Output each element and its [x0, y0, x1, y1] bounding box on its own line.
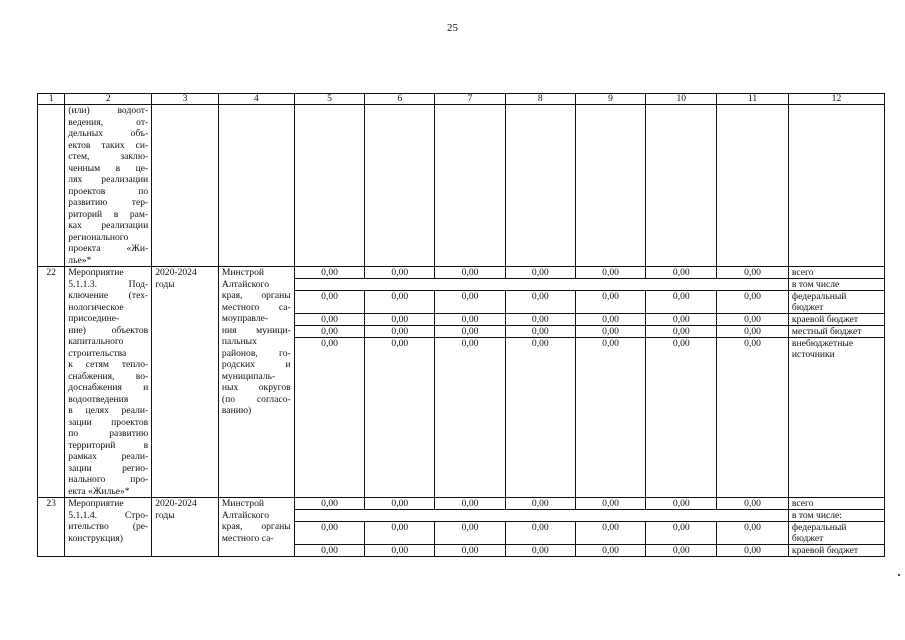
- amount-cell: 0,00: [435, 267, 506, 279]
- column-header: 2: [65, 94, 152, 105]
- text-line: ния муници-: [221, 324, 291, 336]
- amount-cell: 0,00: [435, 291, 506, 314]
- amount-cell: 0,00: [575, 326, 646, 338]
- column-header: 6: [365, 94, 435, 105]
- row-number-cell: [38, 105, 65, 267]
- amount-cell: 0,00: [294, 267, 365, 279]
- text-line: проекта «Жи-: [68, 243, 149, 254]
- empty-cell: [218, 105, 294, 267]
- column-header: 7: [435, 94, 506, 105]
- text-line: лье»*: [68, 254, 92, 266]
- text-line: федеральный: [791, 522, 847, 533]
- text-line: краевой бюджет: [791, 545, 859, 556]
- amount-cell: 0,00: [717, 267, 789, 279]
- amount-cell: 0,00: [294, 545, 365, 557]
- text-line: 5.1.1.3. Под-: [68, 278, 149, 290]
- text-line: всего: [791, 498, 814, 509]
- text-line: нологическое: [68, 301, 124, 313]
- amount-cell: 0,00: [717, 338, 789, 498]
- amount-cell: 0,00: [365, 338, 435, 498]
- text-line: капитального: [68, 336, 124, 347]
- amount-cell: 0,00: [294, 326, 365, 338]
- amount-cell: 0,00: [717, 545, 789, 557]
- budget-table: [37, 93, 885, 557]
- column-header: 4: [218, 94, 294, 105]
- column-header: 5: [294, 94, 365, 105]
- amount-cell: 0,00: [646, 522, 717, 545]
- text-line: рамках реали-: [68, 451, 149, 462]
- text-line: Алтайского: [221, 278, 270, 290]
- text-line: риторий в рам-: [68, 208, 149, 220]
- text-line: внебюджетные: [791, 338, 854, 349]
- page-number: 25: [447, 22, 458, 34]
- text-line: водоотведения: [68, 393, 129, 405]
- amount-cell: 0,00: [575, 267, 646, 279]
- funding-source-cell: [788, 338, 884, 498]
- column-header: 10: [646, 94, 717, 105]
- text-line: регионального: [68, 231, 129, 243]
- amount-cell: 0,00: [717, 522, 789, 545]
- amount-cell: 0,00: [575, 314, 646, 326]
- amount-cell: 0,00: [646, 498, 717, 510]
- text-line: в том числе: [791, 279, 840, 290]
- funding-source-cell: [788, 326, 884, 338]
- funding-source-cell: [788, 314, 884, 326]
- text-line: Мероприятие: [68, 498, 124, 509]
- amount-cell: 0,00: [575, 498, 646, 510]
- column-header: 11: [717, 94, 789, 105]
- amount-cell: 0,00: [717, 291, 789, 314]
- amount-cell: 0,00: [717, 314, 789, 326]
- amount-cell-blank: [294, 510, 788, 522]
- text-line: районов, го-: [221, 347, 291, 359]
- source-row: [38, 267, 885, 279]
- funding-source-cell: [788, 522, 884, 545]
- text-line: краевой бюджет: [791, 314, 859, 325]
- amount-cell: 0,00: [575, 522, 646, 545]
- text-line: всего: [791, 267, 814, 278]
- period-cell: [152, 498, 219, 557]
- amount-cell: 0,00: [365, 267, 435, 279]
- text-line: по развитию: [68, 428, 149, 439]
- text-line: ных округов: [221, 382, 291, 393]
- amount-cell: 0,00: [365, 522, 435, 545]
- text-line: местный бюджет: [791, 326, 862, 337]
- amount-cell: 0,00: [575, 291, 646, 314]
- amount-cell: 0,00: [365, 545, 435, 557]
- text-line: местного са-: [221, 532, 274, 544]
- amount-cell: 0,00: [435, 326, 506, 338]
- period-cell: [152, 267, 219, 498]
- measure-name-cell: [65, 105, 152, 267]
- text-line: проектов по: [68, 185, 149, 197]
- amount-cell: 0,00: [294, 314, 365, 326]
- text-line: дельных объ-: [68, 128, 149, 139]
- row-number-cell: 22: [38, 267, 65, 498]
- amount-cell: 0,00: [435, 338, 506, 498]
- text-line: моуправле-: [221, 313, 269, 324]
- amount-cell: 0,00: [505, 338, 575, 498]
- source-row: [38, 498, 885, 510]
- column-header: 8: [505, 94, 575, 105]
- amount-cell: 0,00: [294, 522, 365, 545]
- empty-cell: [152, 105, 219, 267]
- text-line: ведения, от-: [68, 116, 149, 128]
- empty-cell: [294, 105, 365, 267]
- row-number-cell: 23: [38, 498, 65, 557]
- amount-cell: 0,00: [646, 545, 717, 557]
- text-line: ках реализации: [68, 220, 149, 231]
- column-header: 12: [788, 94, 884, 105]
- amount-cell: 0,00: [646, 338, 717, 498]
- text-line: 2020-2024: [155, 498, 197, 509]
- amount-cell: 0,00: [435, 314, 506, 326]
- amount-cell: 0,00: [505, 267, 575, 279]
- empty-cell: [788, 105, 884, 267]
- text-line: строительства: [68, 347, 127, 359]
- measure-name-cell: [65, 267, 152, 498]
- amount-cell: 0,00: [365, 326, 435, 338]
- amount-cell: 0,00: [505, 326, 575, 338]
- column-header: 1: [38, 94, 65, 105]
- amount-cell: 0,00: [717, 498, 789, 510]
- amount-cell: 0,00: [505, 498, 575, 510]
- continuation-row: [38, 105, 885, 267]
- text-line: муниципаль-: [221, 370, 276, 382]
- text-line: источники: [791, 349, 835, 360]
- amount-cell: 0,00: [505, 314, 575, 326]
- text-line: Алтайского: [221, 509, 270, 521]
- column-header: 9: [575, 94, 646, 105]
- amount-cell: 0,00: [365, 291, 435, 314]
- text-line: федеральный: [791, 291, 847, 302]
- executor-cell: [218, 498, 294, 557]
- text-line: нального про-: [68, 474, 149, 485]
- scan-speck: [898, 574, 900, 576]
- header-row: [38, 94, 885, 105]
- text-line: ительство (ре-: [68, 521, 149, 532]
- text-line: местного са-: [221, 301, 291, 313]
- text-line: стем, заклю-: [68, 151, 149, 162]
- funding-source-cell: [788, 498, 884, 510]
- funding-source-cell: [788, 267, 884, 279]
- text-line: конструкция): [68, 532, 123, 544]
- text-line: ванию): [221, 405, 252, 416]
- text-line: бюджет: [791, 302, 824, 313]
- amount-cell: 0,00: [505, 522, 575, 545]
- text-line: годы: [155, 278, 175, 290]
- amount-cell: 0,00: [435, 522, 506, 545]
- measure-name-cell: [65, 498, 152, 557]
- text-line: Мероприятие: [68, 267, 124, 278]
- text-line: развитию тер-: [68, 197, 149, 208]
- amount-cell: 0,00: [575, 338, 646, 498]
- funding-source-cell: [788, 545, 884, 557]
- amount-cell: 0,00: [365, 314, 435, 326]
- empty-cell: [435, 105, 506, 267]
- text-line: (или) водоот-: [68, 105, 149, 116]
- text-line: родских и: [221, 359, 291, 370]
- column-header: 3: [152, 94, 219, 105]
- text-line: в том числе:: [791, 510, 842, 521]
- funding-source-cell: [788, 279, 884, 291]
- text-line: края, органы: [221, 521, 291, 532]
- text-line: доснабжения и: [68, 382, 149, 393]
- text-line: екта «Жилье»*: [68, 485, 130, 497]
- amount-cell: 0,00: [717, 326, 789, 338]
- empty-cell: [575, 105, 646, 267]
- amount-cell: 0,00: [646, 291, 717, 314]
- amount-cell-blank: [294, 279, 788, 291]
- text-line: лях реализации: [68, 174, 149, 185]
- text-line: (по согласо-: [221, 393, 291, 405]
- amount-cell: 0,00: [505, 545, 575, 557]
- text-line: ченным в це-: [68, 162, 149, 174]
- text-line: зации проектов: [68, 416, 149, 428]
- text-line: зации регио-: [68, 462, 149, 474]
- text-line: пальных: [221, 336, 257, 347]
- text-line: присоедине-: [68, 313, 120, 324]
- text-line: 2020-2024: [155, 267, 197, 278]
- text-line: ектов таких си-: [68, 139, 149, 151]
- amount-cell: 0,00: [646, 314, 717, 326]
- text-line: Минстрой: [221, 267, 265, 278]
- text-line: Минстрой: [221, 498, 265, 509]
- text-line: к сетям тепло-: [68, 359, 149, 370]
- empty-cell: [365, 105, 435, 267]
- text-line: ключение (тех-: [68, 290, 149, 301]
- funding-source-cell: [788, 291, 884, 314]
- text-line: в целях реали-: [68, 405, 149, 416]
- text-line: ние) объектов: [68, 324, 149, 336]
- amount-cell: 0,00: [435, 498, 506, 510]
- amount-cell: 0,00: [294, 291, 365, 314]
- text-line: бюджет: [791, 533, 824, 544]
- amount-cell: 0,00: [505, 291, 575, 314]
- text-line: 5.1.1.4. Стро-: [68, 509, 149, 521]
- amount-cell: 0,00: [365, 498, 435, 510]
- empty-cell: [505, 105, 575, 267]
- empty-cell: [717, 105, 789, 267]
- amount-cell: 0,00: [435, 545, 506, 557]
- text-line: территорий в: [68, 439, 149, 451]
- amount-cell: 0,00: [294, 338, 365, 498]
- amount-cell: 0,00: [646, 326, 717, 338]
- amount-cell: 0,00: [294, 498, 365, 510]
- amount-cell: 0,00: [646, 267, 717, 279]
- executor-cell: [218, 267, 294, 498]
- text-line: снабжения, во-: [68, 370, 149, 382]
- text-line: годы: [155, 509, 175, 521]
- empty-cell: [646, 105, 717, 267]
- funding-source-cell: [788, 510, 884, 522]
- amount-cell: 0,00: [575, 545, 646, 557]
- text-line: края, органы: [221, 290, 291, 301]
